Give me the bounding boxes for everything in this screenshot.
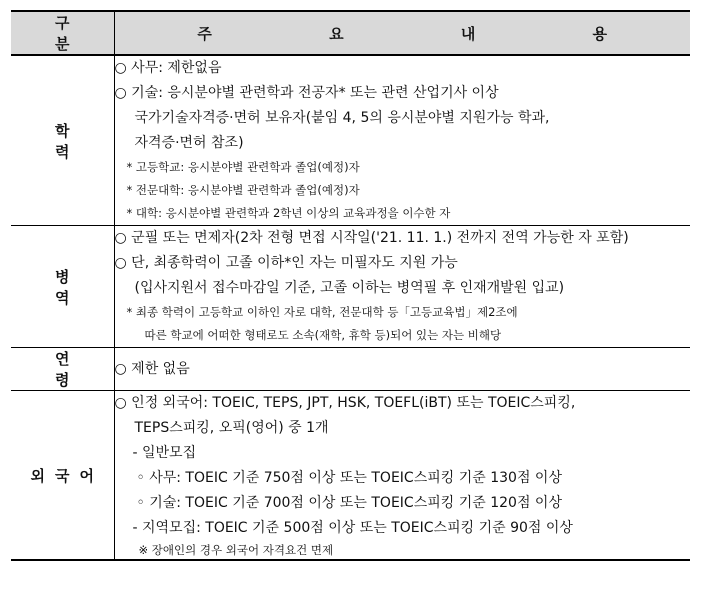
header-category: 구 분 <box>11 11 114 55</box>
header-content: 주 요 내 용 <box>114 11 690 55</box>
education-line-2: ○ 기술: 응시분야별 관련학과 전공자* 또는 관련 산업기사 이상 <box>114 85 499 101</box>
age-label: 연 령 <box>55 350 96 389</box>
military-label: 병 역 <box>55 267 96 307</box>
education-line-3: 국가기술자격증·면허 보유자(붙임 4, 5의 응시분야별 지원가능 학과, <box>134 110 550 126</box>
age-line-1: ○ 제한 없음 <box>114 360 190 377</box>
military-note-2: 따른 학교에 어떠한 형태로도 소속(재학, 휴학 등)되어 있는 자는 비해당 <box>144 328 502 342</box>
military-line-2: ○ 단, 최종학력이 고졸 이하*인 자는 미필자도 지원 가능 <box>114 255 458 271</box>
language-line-4: ◦ 사무: TOEIC 기준 750점 이상 또는 TOEIC스피킹 기준 130점 이상 <box>136 470 562 486</box>
military-note-1: * 최종 학력이 고등학교 이하인 자로 대학, 전문대학 등「고등교육법」제2조에 <box>126 305 518 319</box>
age-row <box>11 348 690 391</box>
language-line-1: ○ 인정 외국어: TOEIC, TEPS, JPT, HSK, TOEFL(iBT) 또는 TOEIC스피킹, <box>114 395 576 411</box>
language-content <box>114 391 690 561</box>
military-content <box>114 226 690 348</box>
education-label-cell <box>11 55 114 226</box>
military-row <box>11 226 690 348</box>
language-line-3: - 일반모집 <box>132 445 197 461</box>
language-line-5: ◦ 기술: TOEIC 기준 700점 이상 또는 TOEIC스피킹 기준 120점 이상 <box>136 495 562 511</box>
language-line-2: TEPS스피킹, 오픽(영어) 중 1개 <box>134 420 329 436</box>
military-line-1: ○ 군필 또는 면제자(2차 전형 면접 시작일('21. 11. 1.) 전까지 전역 가능한 자 포함) <box>114 230 629 246</box>
education-note-2: * 전문대학: 응시분야별 관련학과 졸업(예정)자 <box>126 183 360 197</box>
language-note-1: ※ 장애인의 경우 외국어 자격요건 면제 <box>138 543 334 557</box>
age-content <box>114 348 690 391</box>
requirements-table <box>11 10 690 561</box>
education-line-1: ○ 사무: 제한없음 <box>114 60 222 76</box>
education-line-4: 자격증·면허 참조) <box>134 135 244 151</box>
language-label: 외국어 <box>30 466 104 485</box>
table-header-row <box>11 11 690 55</box>
language-line-6: - 지역모집: TOEIC 기준 500점 이상 또는 TOEIC스피킹 기준 90점 이상 <box>132 520 573 536</box>
language-label-cell <box>11 391 114 561</box>
education-label: 학 력 <box>55 121 96 161</box>
education-row <box>11 55 690 226</box>
military-label-cell <box>11 226 114 348</box>
military-line-3: (입사지원서 접수마감일 기준, 고졸 이하는 병역필 후 인재개발원 입교) <box>134 280 565 296</box>
education-content <box>114 55 690 226</box>
age-label-cell <box>11 348 114 391</box>
language-row <box>11 391 690 561</box>
education-note-3: * 대학: 응시분야별 관련학과 2학년 이상의 교육과정을 이수한 자 <box>126 206 451 220</box>
education-note-1: * 고등학교: 응시분야별 관련학과 졸업(예정)자 <box>126 160 360 174</box>
